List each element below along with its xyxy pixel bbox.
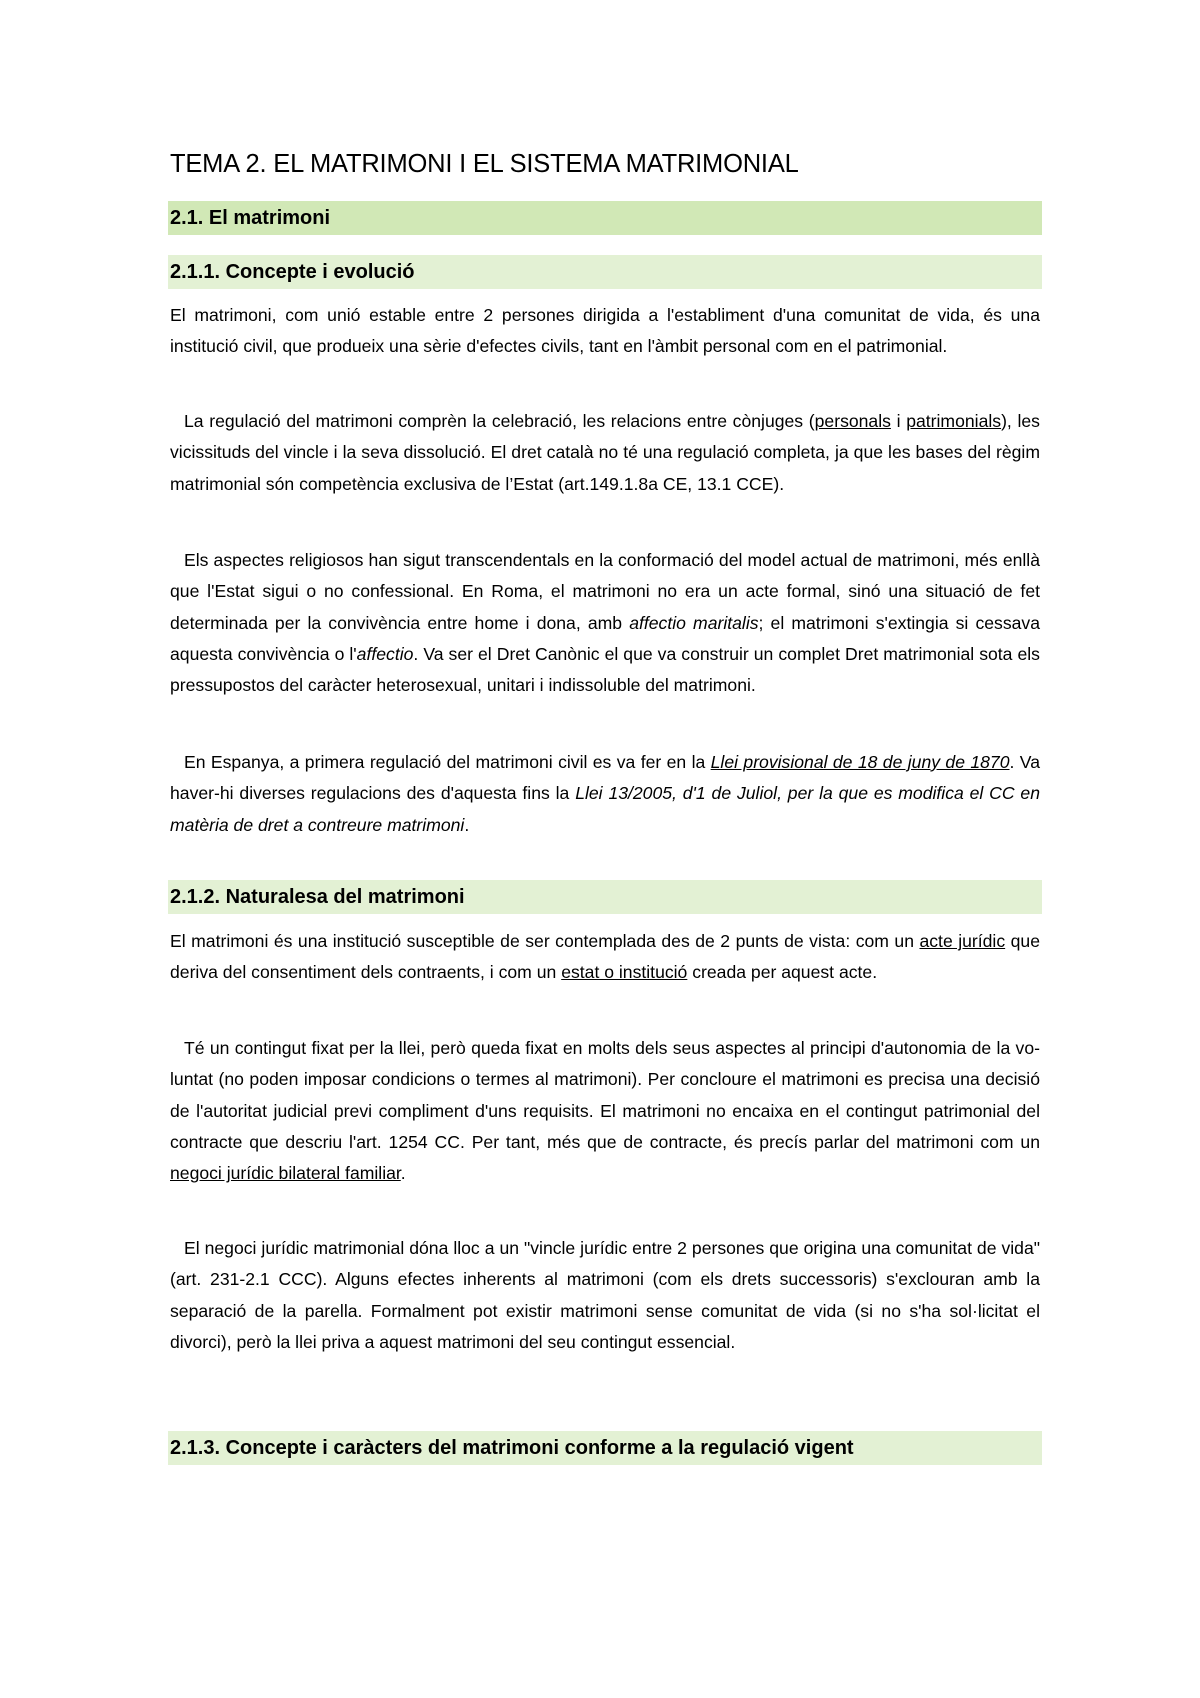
p2-text-c: ), les vicissituds del vincle i la seva dissolució. El dret català no té una regulació completa, ja que les bases del règim matrimonial són competència exclusiva de l’Estat (art.149.1.8a CE, 13.1 CCE). [170,411,1040,494]
p4-law-1870: Llei provisional de 18 de juny de 1870 [710,752,1010,772]
paragraph-7: El negoci jurídic matrimonial dóna lloc a un "vincle jurídic entre 2 persones que origina una comunitat de vida" (art. 231-2.1 CCC). Alguns efectes inherents al matrimoni (com els drets successoris) s'exclouran amb la separació de la parella. Formalment pot existir matrimoni sense comunitat de vida (si no s'ha sol·licitat el divorci), però la llei priva a aquest matrimoni del seu contingut essencial. [170,1238,1040,1352]
p2-text-a: La regulació del matrimoni comprèn la celebració, les relacions entre cònjuges ( [184,411,815,431]
p5-underline-estat-institucio: estat o institució [561,962,688,983]
p5-text-c: creada per aquest acte. [687,962,878,983]
p2-underline-personals: personals [814,411,891,431]
paragraph-1: El matrimoni, com unió estable entre 2 persones dirigida a l'establiment d'una comunitat de vida, és una institució civil, que produeix una sèrie d'efectes civils, tant en l'àmbit personal com en el patrimonial. [170,305,1040,357]
section-heading-2-1: 2.1. El matrimoni [168,201,1042,235]
title-text: EL MATRIMONI I EL SISTEMA MATRIMONIAL [266,150,799,178]
p3-italic-affectio-maritalis: affectio maritalis [629,612,759,633]
p6-text-b: . [400,1163,406,1184]
p2-underline-patrimonials: patrimonials [906,411,1002,431]
paragraph-5 [170,926,1040,989]
subsection-heading-2-1-3: 2.1.3. Concepte i caràcters del matrimoni conforme a la regulació vigent [168,1431,1042,1465]
subsection-heading-2-1-1: 2.1.1. Concepte i evolució [168,255,1042,289]
paragraph-6 [170,1033,1040,1189]
p3-italic-affectio: affectio [356,643,414,664]
p6-underline-negoci-juridic: negoci jurídic bilateral familiar [170,1163,401,1184]
subsection-heading-2-1-2: 2.1.2. Naturalesa del matrimoni [168,880,1042,914]
paragraph-4 [170,747,1040,841]
p2-text-b: i [890,411,907,431]
p5-text-a: El matrimoni és una institució susceptible de ser contemplada des de 2 punts de vista: com un [170,931,920,951]
p4-text-b: . Va haver-hi diverses regulacions des d'aquesta fins la [170,752,1040,804]
p3-text-b: ; el matrimoni s'extingia si cessava aquesta convivència o l' [170,612,1040,664]
p3-text-c: . Va ser el Dret Canònic el que va construir un complet Dret matrimonial sota els pressupostos del caràcter heterosexual, unitari i indissoluble del matrimoni. [170,643,1040,696]
paragraph-2 [170,406,1040,500]
paragraph-3 [170,545,1040,701]
p4-law-2005: Llei 13/2005, d'1 de Juliol, per la que es modifica el CC en matèria de dret a contreure matrimoni [170,783,1040,835]
p4-text-c: . [464,814,470,835]
p5-text-b: que deriva del consentiment dels contraents, i com un [170,931,1040,983]
document-title [170,148,1040,180]
title-prefix: TEMA 2. [170,150,267,178]
p3-text-a: Els aspectes religiosos han sigut transcendentals en la conformació del model actual de matrimoni, més enllà que l'Estat sigui o no confessional. En Roma, el matrimoni no era un acte formal, sinó una situació de fet determinada per la convivència entre home i dona, amb [170,550,1040,633]
p4-text-a: En Espanya, a primera regulació del matrimoni civil es va fer en la [184,752,711,772]
p5-underline-acte-juridic: acte jurídic [919,931,1006,951]
p6-text-a: Té un contingut fixat per la llei, però queda fixat en molts dels seus aspectes al principi d'autonomia de la vo-luntat (no poden imposar condicions o termes al matrimoni). Per concloure el matrimoni es precisa una decisió de l'autoritat judicial previ compliment d'uns requisits. El matrimoni no encaixa en el contingut patrimonial del contracte que descriu l'art. 1254 CC. Per tant, més que de contracte, és precís parlar del matrimoni com un [170,1038,1040,1152]
